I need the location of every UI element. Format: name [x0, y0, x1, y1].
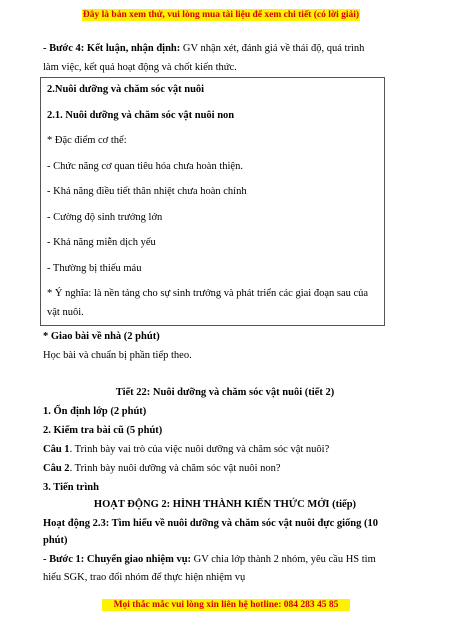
- meaning-line2: vật nuôi.: [47, 307, 84, 318]
- homework-title: * Giao bài về nhà (2 phút): [43, 331, 160, 342]
- hotline-banner: Mọi thắc mắc vui lòng xin liên hệ hotline: 084 283 45 85: [102, 599, 350, 611]
- lesson-item1: 1. Ổn định lớp (2 phút): [43, 406, 147, 417]
- box-subheading: 2.1. Nuôi dưỡng và chăm sóc vật nuôi non: [47, 110, 235, 121]
- question-1: [43, 443, 329, 457]
- homework-text: Học bài và chuẩn bị phần tiếp theo.: [43, 350, 192, 361]
- question-2-label: Câu 2: [43, 463, 70, 474]
- lesson-item3: 3. Tiến trình: [43, 482, 99, 493]
- step4-label: - Bước 4: Kết luận, nhận định:: [43, 43, 181, 54]
- step1-text: GV chia lớp thành 2 nhóm, yêu cầu HS tìm: [191, 554, 376, 565]
- step1-line2: hiểu SGK, trao đổi nhóm để thực hiện nhiệm vụ: [43, 572, 246, 583]
- question-2: [43, 462, 281, 476]
- meaning-line1: * Ý nghĩa: là nền tảng cho sự sinh trưởng và phát triển các giai đoạn sau của: [47, 288, 369, 299]
- step1-label: - Bước 1: Chuyển giao nhiệm vụ:: [43, 554, 192, 565]
- question-1-text: . Trình bày vai trò của việc nuôi dưỡng và chăm sóc vật nuôi?: [69, 444, 330, 455]
- feature-item: - Chức năng cơ quan tiêu hóa chưa hoàn thiện.: [47, 161, 243, 172]
- activity23-line1: Hoạt động 2.3: Tìm hiểu về nuôi dưỡng và chăm sóc vật nuôi đực giống (10: [43, 518, 379, 529]
- feature-item: - Khả năng miễn dịch yếu: [47, 237, 156, 248]
- question-2-text: . Trình bày nuôi dưỡng và chăm sóc vật nuôi non?: [69, 463, 281, 474]
- lesson-item2: 2. Kiểm tra bài cũ (5 phút): [43, 425, 163, 436]
- feature-item: - Cường độ sinh trưởng lớn: [47, 212, 163, 223]
- features-title: * Đặc điểm cơ thể:: [47, 135, 127, 146]
- step1-line1: [43, 553, 376, 567]
- step4-line2: làm việc, kết quả hoạt động và chốt kiến thức.: [43, 62, 237, 73]
- knowledge-box: [40, 77, 385, 326]
- lesson-title: Tiết 22: Nuôi dưỡng và chăm sóc vật nuôi (tiết 2): [115, 387, 335, 398]
- preview-notice-banner: Đây là bản xem thử, vui lòng mua tài liệu để xem chi tiết (có lời giải): [82, 10, 360, 20]
- feature-item: - Khả năng điều tiết thân nhiệt chưa hoàn chỉnh: [47, 186, 247, 197]
- activity23-line2: phút): [43, 535, 68, 546]
- activity-heading: HOẠT ĐỘNG 2: HÌNH THÀNH KIẾN THỨC MỚI (tiếp): [93, 499, 357, 510]
- feature-item: - Thường bị thiếu máu: [47, 263, 142, 274]
- question-1-label: Câu 1: [43, 444, 70, 455]
- step4-text: GV nhận xét, đánh giá về thái độ, quá trình: [180, 43, 365, 54]
- box-heading: 2.Nuôi dưỡng và chăm sóc vật nuôi: [47, 84, 205, 95]
- step4-line1: [43, 42, 364, 56]
